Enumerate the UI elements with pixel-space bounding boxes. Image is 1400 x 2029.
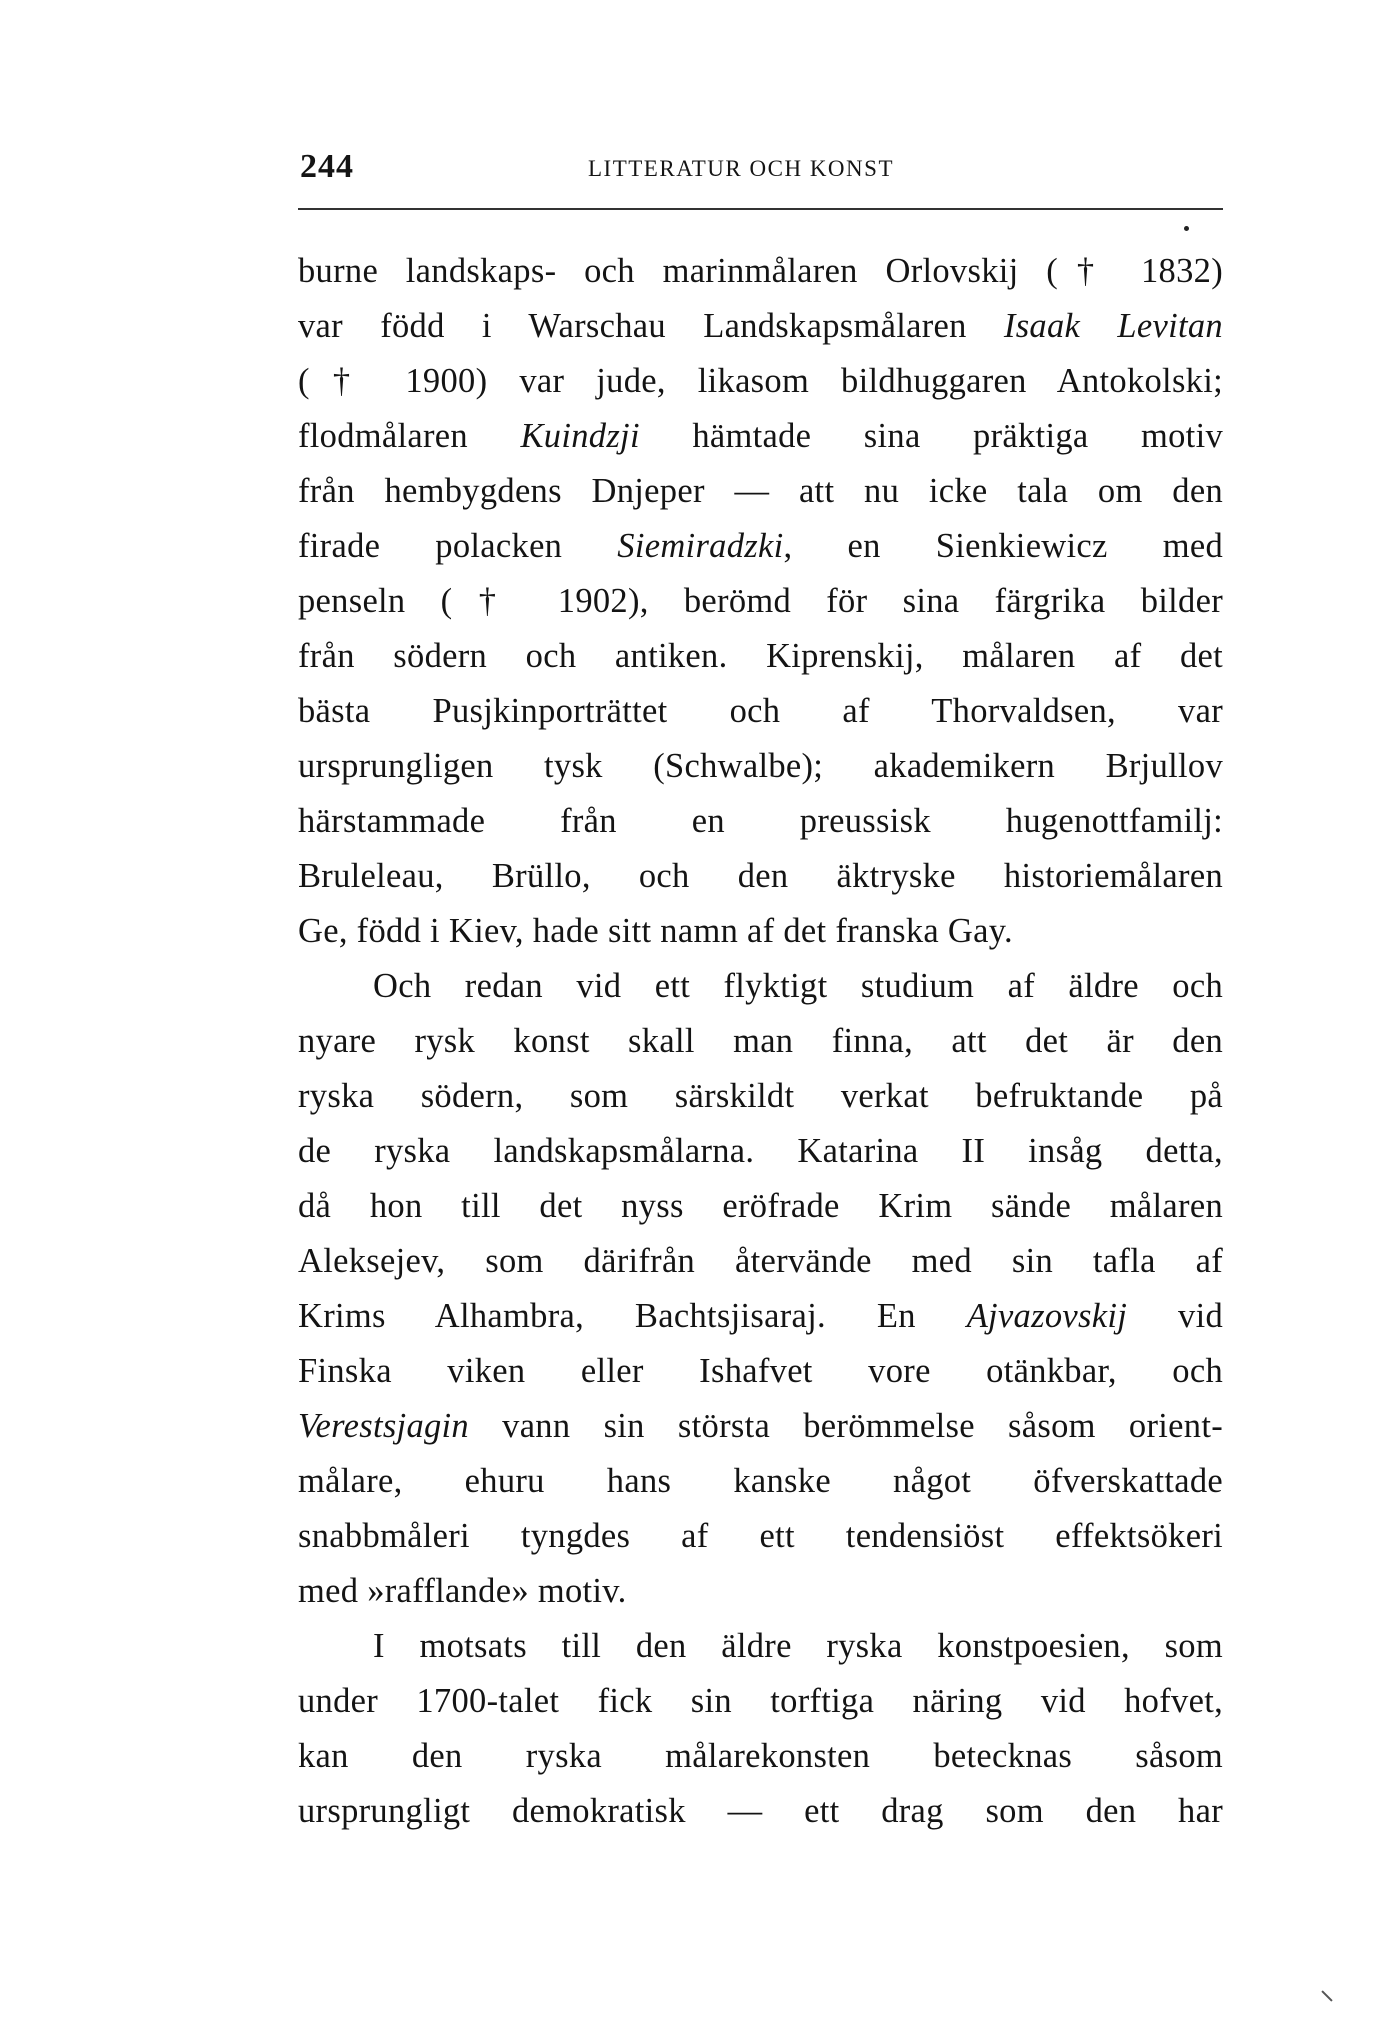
text-line	[298, 1124, 1223, 1179]
text-run: ryska södern, som särskildt verkat befruktande på	[298, 1077, 1223, 1115]
page-number: 244	[300, 148, 354, 185]
text-run: Finska viken eller Ishafvet vore otänkbar, och	[298, 1352, 1223, 1390]
text-line	[298, 354, 1223, 409]
text-line	[298, 1289, 1223, 1344]
text-line	[298, 1509, 1223, 1564]
text-line	[298, 1069, 1223, 1124]
text-line	[298, 519, 1223, 574]
text-line	[298, 959, 1223, 1014]
text-run: flodmålaren	[298, 417, 521, 455]
text-run: vid	[1127, 1297, 1223, 1335]
text-run: från södern och antiken. Kiprenskij, målaren af det	[298, 637, 1223, 675]
text-run: kan den ryska målarekonsten betecknas såsom	[298, 1737, 1223, 1775]
text-line	[298, 464, 1223, 519]
text-run: , en Sienkiewicz med	[783, 527, 1223, 565]
italic-name: Ajvazovskij	[966, 1297, 1128, 1335]
text-line	[298, 1179, 1223, 1234]
text-line	[298, 1729, 1223, 1784]
text-run: härstammade från en preussisk hugenottfamilj:	[298, 802, 1223, 840]
text-run: firade polacken	[298, 527, 618, 565]
text-line	[298, 1234, 1223, 1289]
text-line	[298, 244, 1223, 299]
text-run: nyare rysk konst skall man finna, att det är den	[298, 1022, 1223, 1060]
body-text	[298, 244, 1223, 1839]
text-line	[298, 904, 1223, 959]
text-line	[298, 849, 1223, 904]
text-run: Krims Alhambra, Bachtsjisaraj. En	[298, 1297, 967, 1335]
italic-name: Isaak Levitan	[1003, 307, 1223, 345]
text-line	[298, 299, 1223, 354]
text-run: snabbmåleri tyngdes af ett tendensiöst effektsökeri	[298, 1517, 1223, 1555]
text-run: Ge, född i Kiev, hade sitt namn af det franska Gay.	[298, 912, 1013, 950]
text-line	[298, 794, 1223, 849]
text-run: hämtade sina präktiga motiv	[639, 417, 1224, 455]
text-run: målare, ehuru hans kanske något öfverskattade	[298, 1462, 1223, 1500]
text-line	[298, 1344, 1223, 1399]
text-line	[298, 684, 1223, 739]
text-line	[298, 1564, 1223, 1619]
text-run: med »rafflande» motiv.	[298, 1572, 627, 1610]
italic-name: Siemiradzki	[617, 527, 784, 565]
text-run: de ryska landskapsmålarna. Katarina II insåg detta,	[298, 1132, 1223, 1170]
text-line	[298, 739, 1223, 794]
text-run: vann sin största berömmelse såsom orient-	[468, 1407, 1223, 1445]
text-line	[298, 1454, 1223, 1509]
print-speck	[1184, 226, 1189, 231]
text-line	[298, 409, 1223, 464]
book-page	[298, 0, 1223, 2029]
text-run: under 1700-talet fick sin torftiga näring vid hofvet,	[298, 1682, 1223, 1720]
text-run: ursprungligt demokratisk — ett drag som den har	[298, 1792, 1223, 1830]
text-run: var född i Warschau Landskapsmålaren	[298, 307, 1004, 345]
text-line	[298, 629, 1223, 684]
text-run: († 1900) var jude, likasom bildhuggaren Antokolski;	[298, 362, 1223, 400]
running-head: LITTERATUR OCH KONST	[588, 156, 894, 181]
scan-edge-mark	[1321, 1990, 1332, 2001]
text-run: ursprungligen tysk (Schwalbe); akademikern Brjullov	[298, 747, 1223, 785]
text-run: bästa Pusjkinporträttet och af Thorvaldsen, var	[298, 692, 1223, 730]
text-run: I motsats till den äldre ryska konstpoesien, som	[373, 1627, 1223, 1665]
text-run: från hembygdens Dnjeper — att nu icke tala om den	[298, 472, 1223, 510]
text-line	[298, 1619, 1223, 1674]
page-header	[298, 148, 1223, 192]
text-run: Bruleleau, Brüllo, och den äktryske historiemålaren	[298, 857, 1223, 895]
text-run: burne landskaps- och marinmålaren Orlovskij († 1832)	[298, 252, 1223, 290]
text-run: penseln († 1902), berömd för sina färgrika bilder	[298, 582, 1223, 620]
text-run: då hon till det nyss eröfrade Krim sände målaren	[298, 1187, 1223, 1225]
text-run: Och redan vid ett flyktigt studium af äldre och	[373, 967, 1223, 1005]
italic-name: Verestsjagin	[298, 1407, 469, 1445]
text-run: Aleksejev, som därifrån återvände med sin tafla af	[298, 1242, 1223, 1280]
text-line	[298, 1784, 1223, 1839]
text-line	[298, 1014, 1223, 1069]
text-line	[298, 1399, 1223, 1454]
text-line	[298, 1674, 1223, 1729]
header-rule	[298, 208, 1223, 210]
text-line	[298, 574, 1223, 629]
italic-name: Kuindzji	[520, 417, 640, 455]
